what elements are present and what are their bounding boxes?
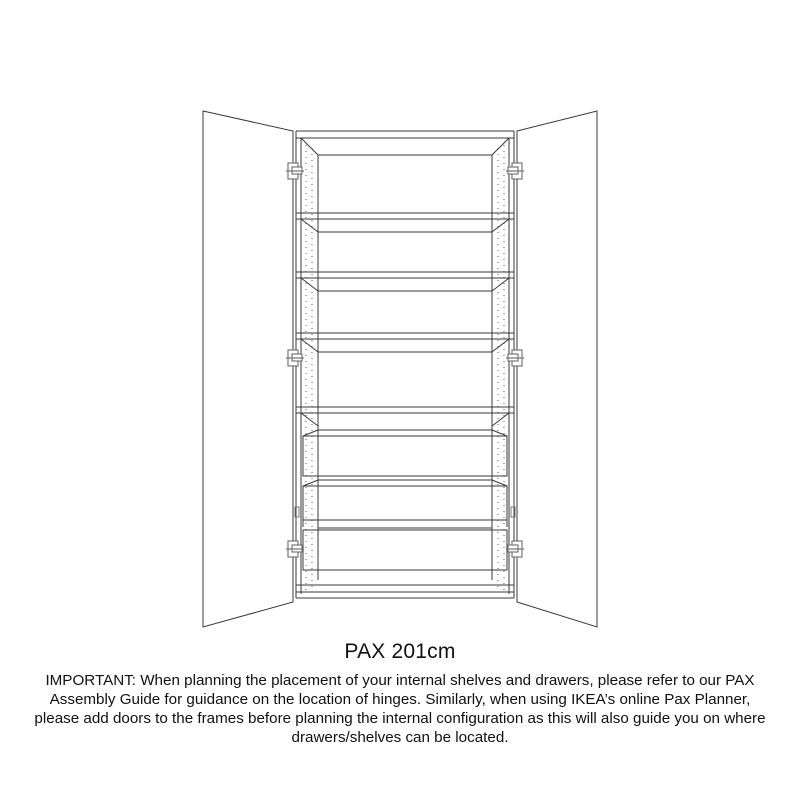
shelf <box>296 213 514 232</box>
drawer <box>303 430 507 476</box>
product-title: PAX 201cm <box>344 640 456 663</box>
drawer <box>303 480 507 527</box>
shelf <box>296 333 514 352</box>
right-door <box>517 111 597 627</box>
important-note: IMPORTANT: When planning the placement of your internal shelves and drawers, please refer to our PAX Assembly Guide for guidance on the location of hinges. Similarly, when using IKEA’s online Pax Planner, please add doors to the frames before planning the internal configuration as this will also guide you on where drawers/shelves can be located. <box>34 672 766 746</box>
left-door <box>203 111 293 627</box>
drawer <box>303 528 507 570</box>
shelf <box>296 272 514 291</box>
shelf <box>296 407 514 426</box>
